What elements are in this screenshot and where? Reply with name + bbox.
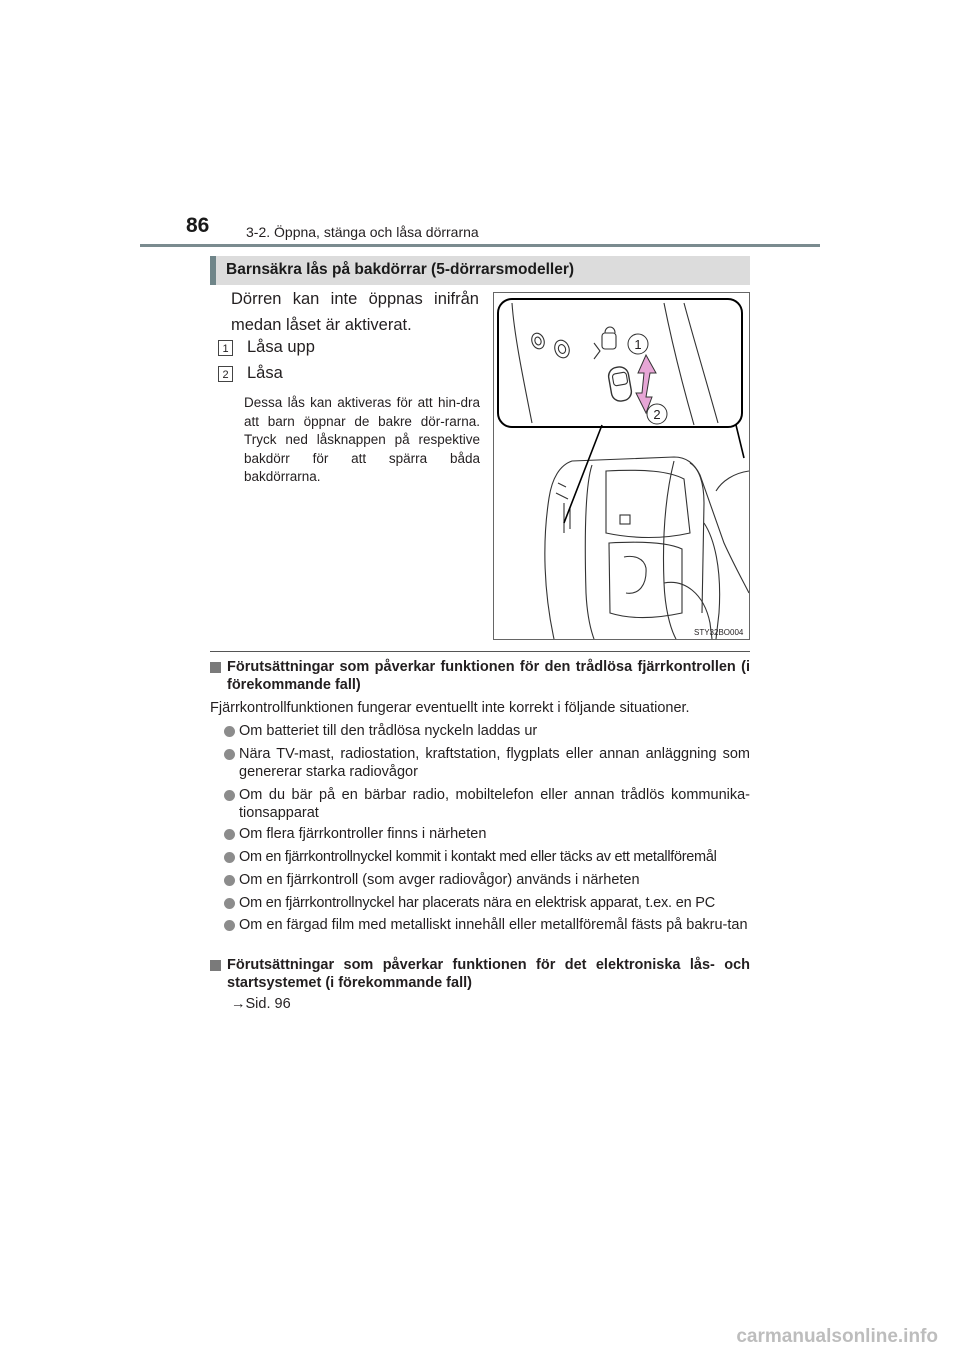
smart-conditions-heading: Förutsättningar som påverkar funktionen för det elektroniska lås- och startsystemet (i förekommande fall) <box>210 956 750 992</box>
list-item: Om en fjärrkontrollnyckel har placerats nära en elektrisk apparat, t.ex. en PC <box>224 894 750 912</box>
list-item: Om en fjärrkontrollnyckel kommit i kontakt med eller täcks av ett metallföremål <box>224 848 750 866</box>
round-bullet-icon <box>224 790 235 801</box>
header-rule <box>140 244 820 247</box>
list-item: Om du bär på en bärbar radio, mobiltelefon eller annan trådlös kommunika-tionsapparat <box>224 786 750 822</box>
round-bullet-icon <box>224 852 235 863</box>
child-lock-illustration <box>493 292 750 640</box>
list-item: Om flera fjärrkontroller finns i närheten <box>224 825 750 843</box>
remote-conditions-heading: Förutsättningar som påverkar funktionen för den trådlösa fjärrkontrollen (i förekommande fall) <box>210 658 750 694</box>
remote-conditions-intro: Fjärrkontrollfunktionen fungerar eventuellt inte korrekt i följande situationer. <box>210 700 690 716</box>
intro-text: Dörren kan inte öppnas inifrån medan låset är aktiverat. <box>231 290 479 334</box>
square-bullet-icon <box>210 960 221 971</box>
callout-2: 2 <box>653 407 661 422</box>
item-unlock <box>218 338 315 357</box>
section-heading-text: Barnsäkra lås på bakdörrar (5-dörrarsmodeller) <box>226 261 575 278</box>
note-text: Dessa lås kan aktiveras för att hin-dra att barn öppnar de bakre dör-rarna. Tryck ned låsknappen på respektive bakdörr för att spärra båda bakdörrarna. <box>244 395 480 484</box>
heading-accent-bar <box>210 256 216 285</box>
list-item: Om batteriet till den trådlösa nyckeln laddas ur <box>224 722 750 740</box>
page-reference-link[interactable]: →Sid. 96 <box>231 996 291 1012</box>
item-label: Låsa <box>247 364 283 382</box>
door-illustration-svg <box>494 293 749 639</box>
callout-1: 1 <box>634 337 642 352</box>
section-title: 3-2. Öppna, stänga och låsa dörrarna <box>246 224 479 240</box>
round-bullet-icon <box>224 875 235 886</box>
item-number-box: 1 <box>218 340 233 356</box>
item-lock <box>218 364 283 383</box>
round-bullet-icon <box>224 726 235 737</box>
section-divider <box>210 651 750 652</box>
round-bullet-icon <box>224 920 235 931</box>
round-bullet-icon <box>224 829 235 840</box>
square-bullet-icon <box>210 662 221 673</box>
round-bullet-icon <box>224 749 235 760</box>
item-number-box: 2 <box>218 366 233 382</box>
round-bullet-icon <box>224 898 235 909</box>
list-item: Om en färgad film med metalliskt innehåll eller metallföremål fästs på bakru-tan <box>224 916 750 934</box>
item-label: Låsa upp <box>247 338 315 356</box>
figure-code: STY32BO004 <box>694 628 744 637</box>
list-item: Nära TV-mast, radiostation, kraftstation, flygplats eller annan anläggning som genererar starka radiovågor <box>224 745 750 781</box>
page-number: 86 <box>186 214 210 237</box>
list-item: Om en fjärrkontroll (som avger radiovågor) används i närheten <box>224 871 750 889</box>
watermark: carmanualsonline.info <box>736 1326 938 1347</box>
section-heading <box>210 256 750 285</box>
